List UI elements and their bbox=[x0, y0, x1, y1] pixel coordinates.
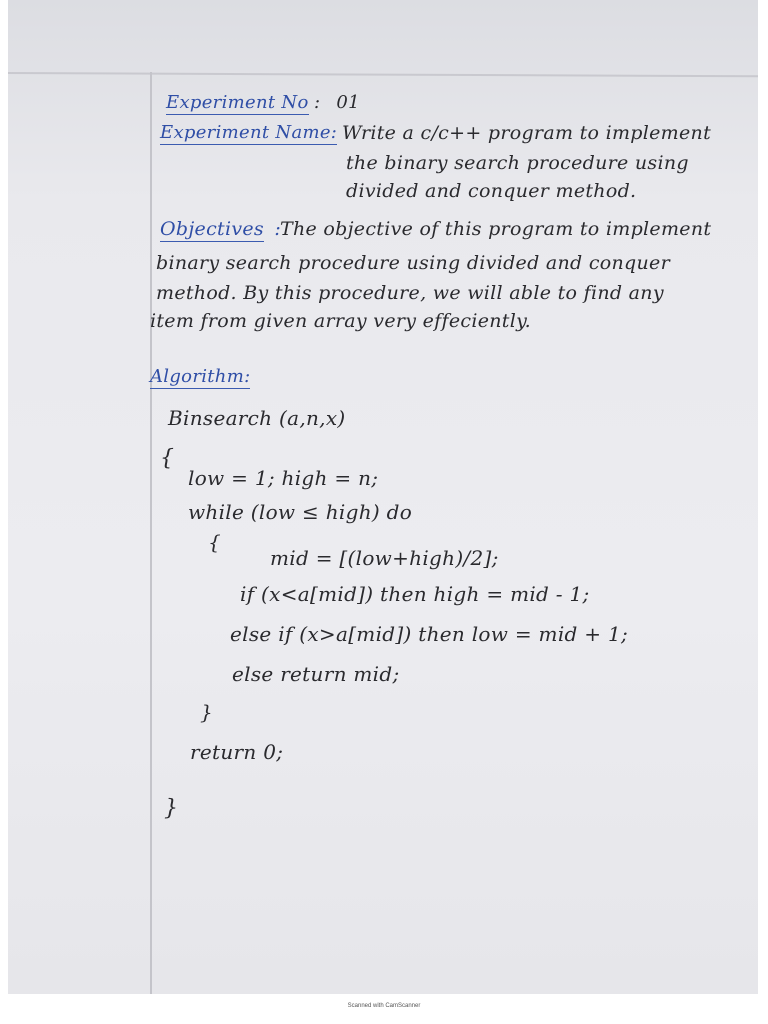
page-top-rule bbox=[8, 72, 758, 77]
algorithm-line-9: else return mid; bbox=[232, 662, 400, 686]
objectives-line-4: item from given array very effeciently. bbox=[150, 310, 531, 332]
algorithm-line-1: Binsearch (a,n,x) bbox=[168, 406, 346, 430]
experiment-no-value: : 01 bbox=[314, 92, 360, 113]
algorithm-line-10: } bbox=[200, 700, 214, 724]
algorithm-line-7: if (x<a[mid]) then high = mid - 1; bbox=[240, 582, 590, 606]
algorithm-line-3: low = 1; high = n; bbox=[188, 466, 379, 490]
algorithm-line-11: return 0; bbox=[190, 740, 284, 764]
algorithm-line-2: { bbox=[160, 446, 175, 471]
algorithm-line-12: } bbox=[164, 796, 179, 821]
algorithm-line-5: { bbox=[208, 530, 222, 554]
scanner-footer: Scanned with CamScanner bbox=[347, 1003, 421, 1009]
objectives-line-1: The objective of this program to implement bbox=[280, 218, 712, 240]
experiment-no-label: Experiment No bbox=[166, 92, 309, 113]
objectives-line-2: binary search procedure using divided and conquer bbox=[156, 252, 670, 274]
algorithm-line-4: while (low ≤ high) do bbox=[188, 500, 413, 524]
page-margin-line bbox=[150, 72, 152, 994]
notebook-page bbox=[8, 0, 758, 994]
experiment-name-line-1: Write a c/c++ program to implement bbox=[342, 122, 712, 144]
experiment-name-label: Experiment Name: bbox=[160, 122, 338, 143]
algorithm-line-6: mid = [(low+high)/2]; bbox=[270, 546, 499, 570]
objectives-line-3: method. By this procedure, we will able to find any bbox=[156, 282, 664, 304]
objectives-label: Objectives : bbox=[160, 218, 282, 240]
algorithm-line-8: else if (x>a[mid]) then low = mid + 1; bbox=[230, 622, 629, 646]
experiment-name-line-2: the binary search procedure using bbox=[346, 152, 689, 174]
algorithm-label: Algorithm: bbox=[150, 366, 251, 387]
experiment-name-line-3: divided and conquer method. bbox=[346, 180, 637, 202]
